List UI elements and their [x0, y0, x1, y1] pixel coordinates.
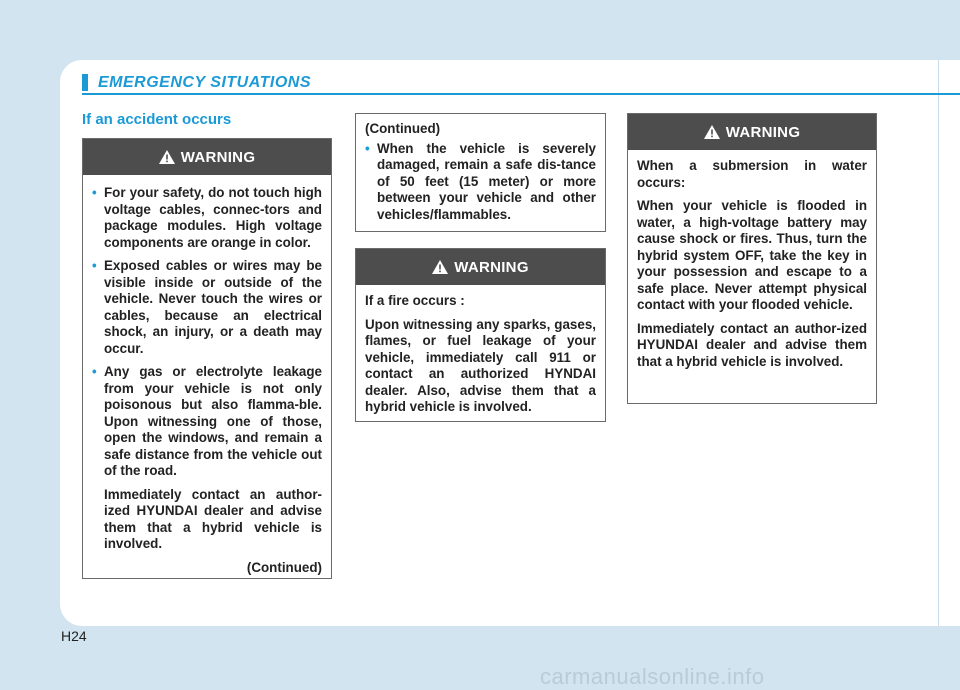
contact-dealer-text: Immediately contact an author-ized HYUNDAI dealer and advise them that a hybrid vehicle is involved.: [104, 486, 322, 551]
warning-triangle-icon: [704, 125, 720, 139]
warning-label: WARNING: [725, 123, 801, 141]
list-item: • Exposed cables or wires may be visible inside or outside of the vehicle. Never touch the wires or cables, because an electrical shock, an injury, or a death may occur.: [92, 258, 322, 356]
continued-box: [355, 113, 606, 232]
contact-dealer-text: Immediately contact an author-ized HYUNDAI dealer and advise them that a hybrid vehicle is involved.: [637, 320, 867, 369]
submersion-instructions: When your vehicle is flooded in water, a high-voltage battery may cause shock or fires. Thus, turn the hybrid system OFF, take the key in your possession and escape to a safe place. Never attempt physical contact with your flooded vehicle.: [637, 198, 867, 312]
page-number: H24: [61, 628, 87, 644]
chapter-title: EMERGENCY SITUATIONS: [98, 74, 311, 91]
warning-header: [83, 139, 331, 175]
warning-box-fire: [355, 248, 606, 422]
list-item: • When the vehicle is severely damaged, remain a safe dis-tance of 50 feet (15 meter) or more between your vehicle and other vehicles/flammables.: [365, 140, 596, 222]
warning-triangle-icon: [432, 260, 448, 274]
chapter-header: [60, 74, 960, 94]
warning-box-high-voltage: [82, 138, 332, 579]
fire-instructions: Upon witnessing any sparks, gases, flames, or fuel leakage of your vehicle, immediately call 911 or contact an authorized HYNDAI dealer. Also, advise them that a hybrid vehicle is involved.: [365, 316, 596, 414]
warning-label: WARNING: [454, 258, 529, 276]
fire-intro: If a fire occurs :: [365, 293, 465, 308]
page-guide-line: [938, 60, 939, 626]
warning-header: [628, 114, 876, 150]
warning-triangle-icon: [159, 150, 175, 164]
watermark: carmanualsonline.info: [540, 664, 765, 689]
list-item: • For your safety, do not touch high voltage cables, connec-tors and package modules. High voltage components are orange in color.: [92, 185, 322, 250]
section-title: If an accident occurs: [82, 111, 232, 128]
list-item: • Any gas or electrolyte leakage from your vehicle is not only poisonous but also flamma-ble. Upon witnessing one of those, open the windows, and remain a safe distance from the vehicle out of the road.: [92, 364, 322, 478]
header-rule: [82, 93, 960, 95]
header-accent-bar: [82, 74, 88, 91]
warning-box-submersion: [627, 113, 877, 404]
continued-label: (Continued): [246, 559, 322, 575]
submersion-intro: When a submersion in water occurs:: [637, 158, 867, 190]
warning-label: WARNING: [180, 148, 256, 166]
warning-header: [356, 249, 605, 285]
continued-label: (Continued): [365, 121, 441, 136]
